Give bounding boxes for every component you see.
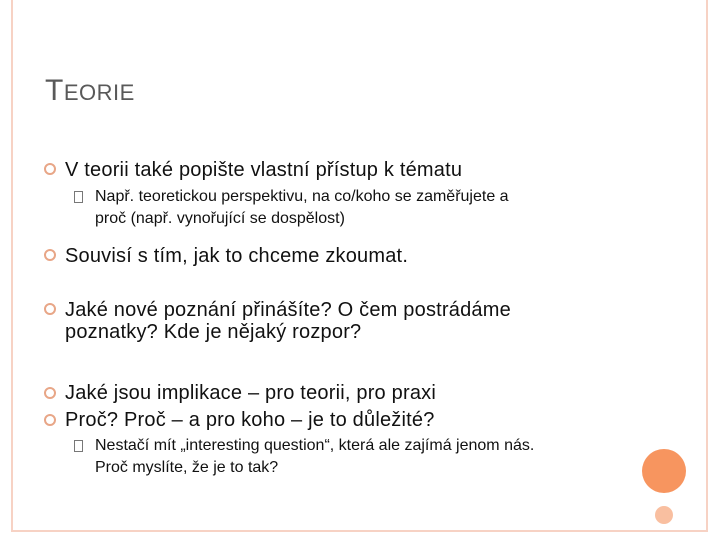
sub-bullet-text-cont: Proč myslíte, že je to tak? [95,459,279,476]
sub-bullet-text: Nestačí mít „interesting question“, která ale zajímá jenom nás. [95,437,535,454]
bullet-icon [44,387,56,399]
decorative-circle-large [642,449,686,493]
sub-bullet-text: Např. teoretickou perspektivu, na co/koho se zaměřujete a [95,188,509,205]
bullet-icon [44,163,56,175]
bullet-text: Jaké nové poznání přinášíte? O čem postrádáme [65,299,511,321]
title-cap: T [45,74,64,107]
bullet-icon [44,303,56,315]
bullet-text: Proč? Proč – a pro koho – je to důležité? [65,409,435,431]
bullet-text: V teorii také popište vlastní přístup k tématu [65,159,463,181]
sub-bullet-icon [74,191,83,203]
sub-bullet-icon [74,440,83,452]
title-rest: EORIE [63,80,135,105]
bullet-icon [44,249,56,261]
sub-bullet-text-cont: proč (např. vynořující se dospělost) [95,210,345,227]
bullet-icon [44,414,56,426]
bullet-text: Souvisí s tím, jak to chceme zkoumat. [65,245,409,267]
bullet-text: Jaké jsou implikace – pro teorii, pro praxi [65,382,436,404]
slide-title [45,74,135,108]
bullet-text-cont: poznatky? Kde je nějaký rozpor? [65,321,362,343]
decorative-circle-small [655,506,673,524]
